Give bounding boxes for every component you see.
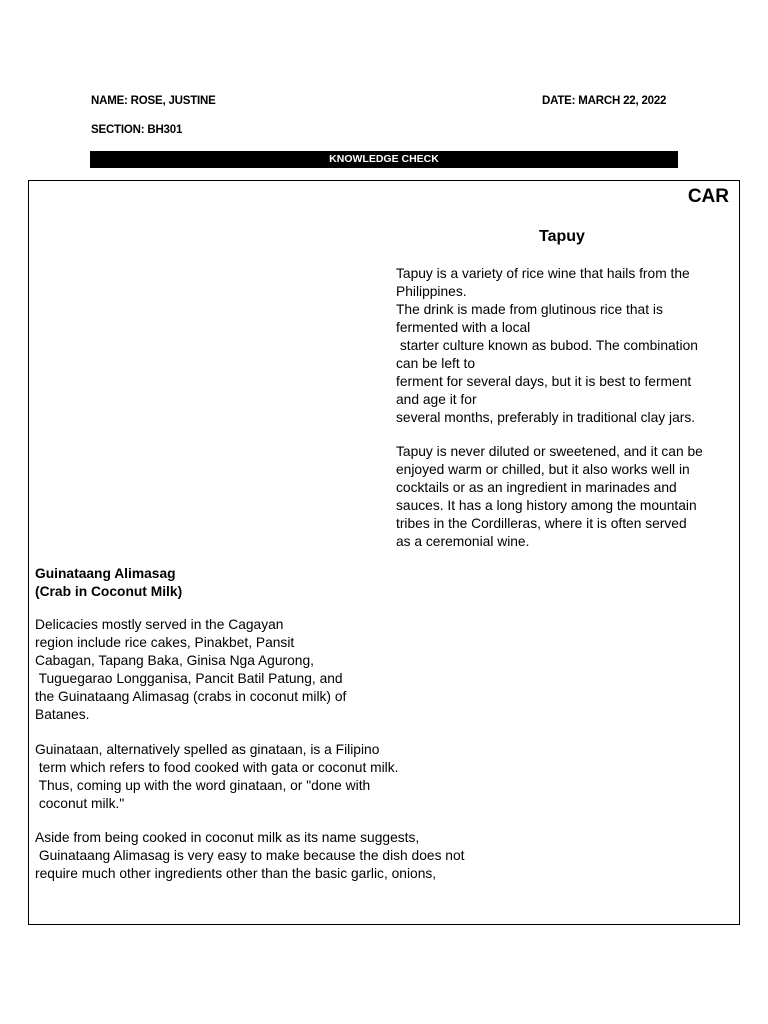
text-line: several months, preferably in traditional clay jars. [396,410,696,425]
text-line: as a ceremonial wine. [396,534,530,549]
text-line: The drink is made from glutinous rice that is [396,302,663,317]
tapuy-paragraph-2 [396,443,736,551]
text-line: Tapuy is never diluted or sweetened, and it can be [396,444,703,459]
text-line: Guinataan, alternatively spelled as ginataan, is a Filipino [35,742,380,757]
text-line: Aside from being cooked in coconut milk as its name suggests, [35,830,420,845]
heading-line: Guinataang Alimasag [35,566,176,581]
tapuy-heading: Tapuy [539,228,585,245]
text-line: tribes in the Cordilleras, where it is often served [396,516,687,531]
guinataang-paragraph-3 [35,829,555,883]
text-line: coconut milk." [35,796,125,811]
text-line: Delicacies mostly served in the Cagayan [35,617,284,632]
text-line: and age it for [396,392,477,407]
text-line: require much other ingredients other than the basic garlic, onions, [35,866,437,881]
text-line: Guinataang Alimasag is very easy to make because the dish does not [35,848,465,863]
class-section: SECTION: BH301 [91,124,183,136]
text-line: Thus, coming up with the word ginataan, or "done with [35,778,371,793]
guinataang-paragraph-2 [35,741,555,813]
text-line: term which refers to food cooked with gata or coconut milk. [35,760,399,775]
text-line: cocktails or as an ingredient in marinades and [396,480,677,495]
text-line: fermented with a local [396,320,531,335]
guinataang-heading [35,565,182,601]
guinataang-paragraph-1 [35,616,555,724]
tapuy-paragraph-1 [396,265,736,427]
text-line: region include rice cakes, Pinakbet, Pansit [35,635,295,650]
text-line: Tapuy is a variety of rice wine that hails from the [396,266,690,281]
text-line: Cabagan, Tapang Baka, Ginisa Nga Agurong, [35,653,314,668]
text-line: Philippines. [396,284,467,299]
text-line: the Guinataang Alimasag (crabs in coconut milk) of [35,689,347,704]
content-box [28,180,740,925]
text-line: sauces. It has a long history among the mountain [396,498,697,513]
region-label: CAR [687,186,729,207]
text-line: can be left to [396,356,476,371]
text-line: starter culture known as bubod. The combination [396,338,698,353]
text-line: enjoyed warm or chilled, but it also works well in [396,462,690,477]
heading-line: (Crab in Coconut Milk) [35,584,183,599]
student-name: NAME: ROSE, JUSTINE [91,95,216,107]
text-line: ferment for several days, but it is best to ferment [396,374,692,389]
submission-date: DATE: MARCH 22, 2022 [542,95,667,107]
text-line: Batanes. [35,707,90,722]
knowledge-check-banner: KNOWLEDGE CHECK [90,151,678,168]
text-line: Tuguegarao Longganisa, Pancit Batil Patung, and [35,671,343,686]
